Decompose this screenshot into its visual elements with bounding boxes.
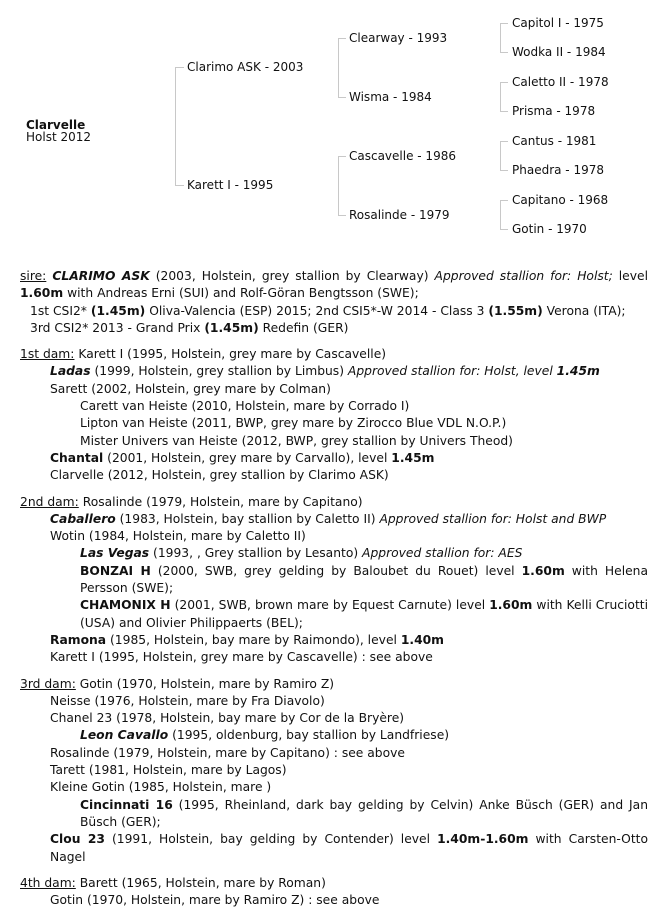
- text: with Helena Persson (SWE);: [80, 563, 649, 596]
- pedigree-ss: Clearway - 1993: [349, 31, 448, 45]
- list-item: [20, 797, 648, 832]
- dam-heading: [20, 494, 648, 511]
- list-item: Lipton van Heiste (2011, BWP, grey mare by Zirocco Blue VDL N.O.P.): [80, 416, 507, 431]
- bracket-line: [500, 200, 501, 229]
- text: Oliva-Valencia (ESP) 2015; 2nd CSI5*-W 2014 - Class 3: [145, 303, 489, 318]
- pedigree-dsd: Phaedra - 1978: [512, 163, 604, 177]
- pedigree-dam: Karett I - 1995: [187, 178, 274, 192]
- bracket-line: [338, 38, 339, 97]
- bracket-tick: [500, 82, 508, 83]
- sire-result: [20, 303, 648, 320]
- bracket-tick: [338, 156, 346, 157]
- horse-name: CHAMONIX H: [80, 598, 171, 613]
- bracket-tick: [500, 111, 508, 112]
- section-label: 4th dam:: [20, 875, 76, 890]
- list-item: Karett I (1995, Holstein, grey mare by Cascavelle) : see above: [50, 650, 433, 665]
- text: with Andreas Erni (SUI) and Rolf-Göran Bengtsson (SWE);: [63, 286, 419, 301]
- level: 1.40m: [400, 632, 444, 647]
- bracket-tick: [175, 185, 184, 186]
- dam3-section: [20, 676, 648, 866]
- pedigree-dss: Cantus - 1981: [512, 134, 597, 148]
- bracket-tick: [500, 23, 508, 24]
- bracket-tick: [338, 38, 346, 39]
- horse-name: Cincinnati 16: [80, 797, 173, 812]
- pedigree-sss: Capitol I - 1975: [512, 16, 604, 30]
- text: level: [612, 269, 648, 283]
- text: (1983, Holstein, bay stallion by Caletto II): [115, 511, 380, 526]
- dam4-section: [20, 875, 648, 910]
- dam-text: Barett (1965, Holstein, mare by Roman): [75, 875, 326, 890]
- list-item: Rosalinde (1979, Holstein, mare by Capitano) : see above: [50, 745, 405, 760]
- bracket-tick: [500, 52, 508, 53]
- list-item: [20, 511, 648, 528]
- pedigree-dds: Capitano - 1968: [512, 193, 609, 207]
- sire-section: [20, 268, 648, 337]
- level: 1.60m: [489, 598, 533, 613]
- bracket-line: [175, 67, 176, 185]
- text: with Kelli Cruciotti (USA) and Olivier Philippaerts (BEL);: [80, 598, 648, 630]
- list-item: Wotin (1984, Holstein, mare by Caletto II): [50, 529, 306, 544]
- approved: Approved stallion for: Holst and BWP: [379, 511, 607, 526]
- dam-heading: [20, 346, 648, 363]
- list-item: Sarett (2002, Holstein, grey mare by Colman): [50, 381, 331, 396]
- pedigree-ds: Cascavelle - 1986: [349, 149, 456, 163]
- pedigree-dd: Rosalinde - 1979: [349, 208, 450, 222]
- horse-name: Las Vegas: [80, 546, 150, 561]
- bracket-line: [338, 156, 339, 215]
- pedigree-sdd: Prisma - 1978: [512, 104, 596, 118]
- list-item: [20, 597, 648, 632]
- horse-name: Clou 23: [50, 832, 105, 847]
- approved: Approved stallion for: AES: [362, 546, 523, 561]
- list-item: Chanel 23 (1978, Holstein, bay mare by Cor de la Bryère): [50, 711, 405, 726]
- bracket-tick: [500, 141, 508, 142]
- dam-text: Rosalinde (1979, Holstein, mare by Capitano): [78, 494, 363, 509]
- pedigree-ddd: Gotin - 1970: [512, 222, 587, 236]
- text: (2001, SWB, brown mare by Equest Carnute) level: [170, 598, 490, 613]
- list-item: Gotin (1970, Holstein, mare by Ramiro Z) : see above: [50, 893, 380, 908]
- dam2-section: [20, 494, 648, 667]
- level: 1.45m: [556, 364, 600, 379]
- text: (1991, Holstein, bay gelding by Contender) level: [104, 832, 438, 847]
- text: (1995, Rheinland, dark bay gelding by Celvin) Anke Büsch (GER) and Jan Büsch (GER);: [80, 797, 648, 829]
- text: (1995, oldenburg, bay stallion by Landfriese): [168, 728, 450, 743]
- bracket-tick: [500, 200, 508, 201]
- horse-name: Clarvelle: [26, 118, 86, 132]
- level: 1.45m: [391, 450, 435, 465]
- list-item: Tarett (1981, Holstein, mare by Lagos): [50, 763, 287, 778]
- list-item: [20, 563, 648, 598]
- sire-line: [20, 268, 648, 303]
- text: Verona (ITA);: [542, 303, 626, 318]
- text: with Carsten-Otto Nagel: [50, 832, 648, 864]
- pedigree-sire: Clarimo ASK - 2003: [187, 60, 304, 74]
- bracket-tick: [175, 67, 184, 68]
- list-item: Clarvelle (2012, Holstein, grey stallion by Clarimo ASK): [50, 468, 389, 483]
- level: 1.60m: [521, 563, 565, 578]
- level: 1.40m-1.60m: [437, 832, 529, 847]
- dam-heading: [20, 676, 648, 693]
- text: (1985, Holstein, bay mare by Raimondo), level: [106, 632, 401, 647]
- list-item: Kleine Gotin (1985, Holstein, mare ): [50, 780, 272, 795]
- bracket-tick: [500, 170, 508, 171]
- horse-name: Chantal: [50, 450, 104, 465]
- section-label: 3rd dam:: [20, 676, 76, 691]
- list-item: Carett van Heiste (2010, Holstein, mare by Corrado I): [80, 399, 410, 414]
- horse-name: Caballero: [50, 511, 116, 526]
- list-item: [20, 632, 648, 649]
- text: 3rd CSI2* 2013 - Grand Prix: [30, 320, 205, 335]
- text: 1st CSI2*: [30, 303, 91, 318]
- horse-subtitle: Holst 2012: [26, 130, 92, 144]
- list-item: Neisse (1976, Holstein, mare by Fra Diavolo): [50, 693, 325, 708]
- section-label: 1st dam:: [20, 347, 75, 362]
- approved: Approved stallion for: Holst, level: [347, 364, 557, 379]
- pedigree-tree: [0, 0, 670, 250]
- height: (1.45m): [90, 303, 146, 318]
- pedigree-sds: Caletto II - 1978: [512, 75, 609, 89]
- text: (1993, , Grey stallion by Lesanto): [149, 546, 363, 561]
- bracket-tick: [338, 97, 346, 98]
- bracket-line: [500, 82, 501, 111]
- list-item: [20, 450, 648, 467]
- pedigree-sd: Wisma - 1984: [349, 90, 432, 104]
- dam-line-text: [20, 268, 648, 918]
- bracket-line: [500, 23, 501, 52]
- sire-level: 1.60m: [20, 286, 64, 301]
- sire-approved: Approved stallion for: Holst;: [434, 269, 613, 283]
- horse-name: Leon Cavallo: [80, 728, 169, 743]
- section-label: sire:: [20, 269, 47, 283]
- list-item: [20, 363, 648, 380]
- dam-text: Karett I (1995, Holstein, grey mare by Cascavelle): [74, 347, 387, 362]
- dam-heading: [20, 875, 648, 892]
- text: (1999, Holstein, grey stallion by Limbus): [90, 364, 348, 379]
- height: (1.55m): [488, 303, 543, 318]
- sire-name: CLARIMO ASK: [52, 269, 150, 283]
- height: (1.45m): [204, 320, 259, 335]
- bracket-tick: [338, 215, 346, 216]
- list-item: [20, 727, 648, 744]
- dam-text: Gotin (1970, Holstein, mare by Ramiro Z): [75, 676, 335, 691]
- horse-name: Ramona: [50, 632, 107, 647]
- list-item: [20, 831, 648, 866]
- pedigree-ssd: Wodka II - 1984: [512, 45, 606, 59]
- sire-result: [20, 320, 648, 337]
- bracket-line: [500, 141, 501, 170]
- list-item: [20, 545, 648, 562]
- horse-name: BONZAI H: [80, 563, 151, 578]
- list-item: Mister Univers van Heiste (2012, BWP, grey stallion by Univers Theod): [80, 433, 513, 448]
- horse-name: Ladas: [50, 364, 91, 379]
- text: (2000, SWB, grey gelding by Baloubet du Rouet) level: [150, 563, 522, 578]
- bracket-tick: [500, 229, 508, 230]
- section-label: 2nd dam:: [20, 494, 79, 509]
- text: Redefin (GER): [258, 320, 349, 335]
- text: (2001, Holstein, grey mare by Carvallo), level: [103, 450, 392, 465]
- sire-details: (2003, Holstein, grey stallion by Clearway): [149, 269, 435, 283]
- dam1-section: [20, 346, 648, 484]
